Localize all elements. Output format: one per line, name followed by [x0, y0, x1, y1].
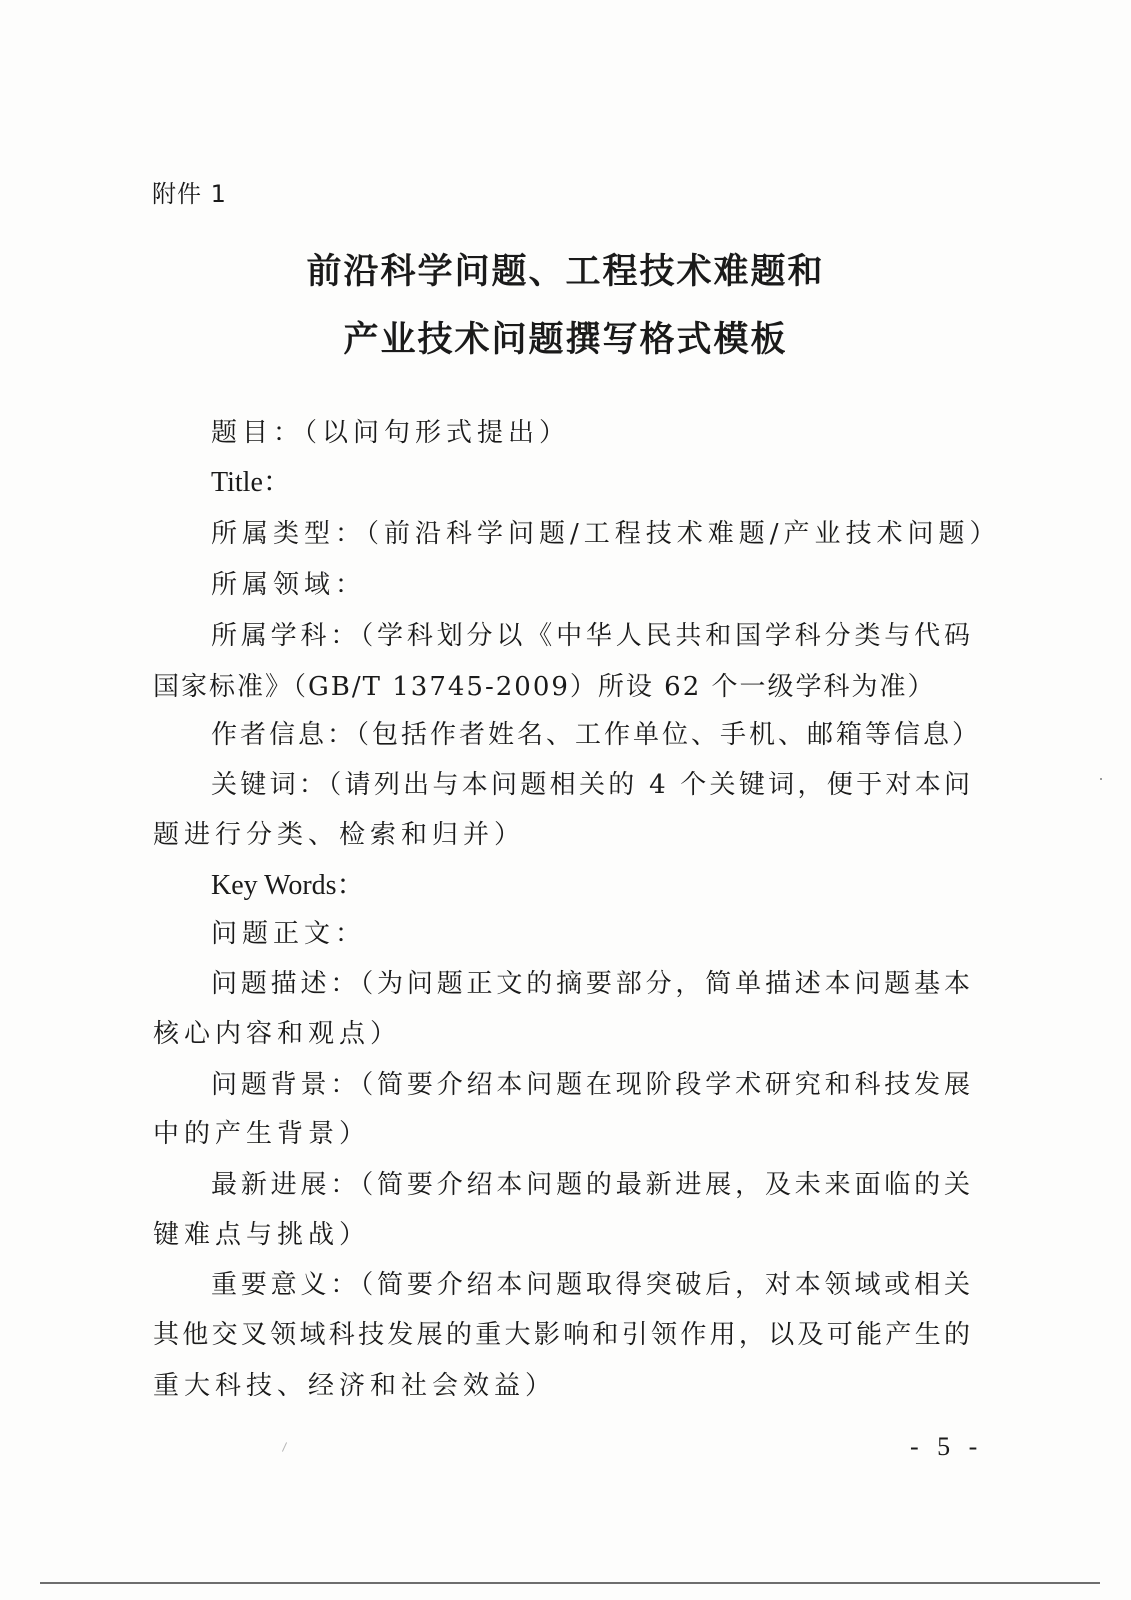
keywords-field-line-2: 题进行分类、检索和归并）: [153, 820, 526, 850]
background-field-line-1: 问题背景：（简要介绍本问题在现阶段学术研究和科技发展: [211, 1070, 973, 1100]
scan-edge-line: [40, 1582, 1100, 1584]
description-field-line-1: 问题描述：（为问题正文的摘要部分，简单描述本问题基本: [211, 969, 973, 999]
discipline-field-line-2: 国家标准》（GB/T 13745-2009）所设 62 个一级学科为准）: [153, 672, 936, 702]
keywords-en-field: Key Words：: [211, 870, 365, 901]
scan-speck: [1100, 778, 1102, 780]
keywords-field-line-1: 关键词：（请列出与本问题相关的 4 个关键词，便于对本问: [211, 770, 973, 800]
body-field: 问题正文：: [211, 919, 367, 949]
attachment-label: 附件 1: [152, 180, 227, 208]
scan-speck: [282, 1442, 287, 1451]
topic-field: 题目：（以问句形式提出）: [211, 418, 571, 448]
type-field: 所属类型：（前沿科学问题/工程技术难题/产业技术问题）: [211, 519, 1001, 549]
title-en-field: Title：: [211, 467, 291, 498]
document-title-line-2: 产业技术问题撰写格式模板: [343, 320, 788, 360]
significance-field-line-3: 重大科技、经济和社会效益）: [153, 1371, 557, 1401]
significance-field-line-2: 其他交叉领域科技发展的重大影响和引领作用，以及可能产生的: [153, 1320, 973, 1350]
progress-field-line-2: 键难点与挑战）: [153, 1220, 371, 1250]
document-title-line-1: 前沿科学问题、工程技术难题和: [306, 252, 825, 292]
background-field-line-2: 中的产生背景）: [153, 1119, 371, 1149]
discipline-field-line-1: 所属学科：（学科划分以《中华人民共和国学科分类与代码: [211, 621, 973, 651]
page-number: - 5 -: [910, 1432, 984, 1461]
author-field: 作者信息：（包括作者姓名、工作单位、手机、邮箱等信息）: [211, 720, 982, 750]
significance-field-line-1: 重要意义：（简要介绍本问题取得突破后，对本领域或相关: [211, 1270, 973, 1300]
progress-field-line-1: 最新进展：（简要介绍本问题的最新进展，及未来面临的关: [211, 1170, 973, 1200]
field-field: 所属领域：: [211, 570, 367, 600]
description-field-line-2: 核心内容和观点）: [153, 1019, 402, 1049]
